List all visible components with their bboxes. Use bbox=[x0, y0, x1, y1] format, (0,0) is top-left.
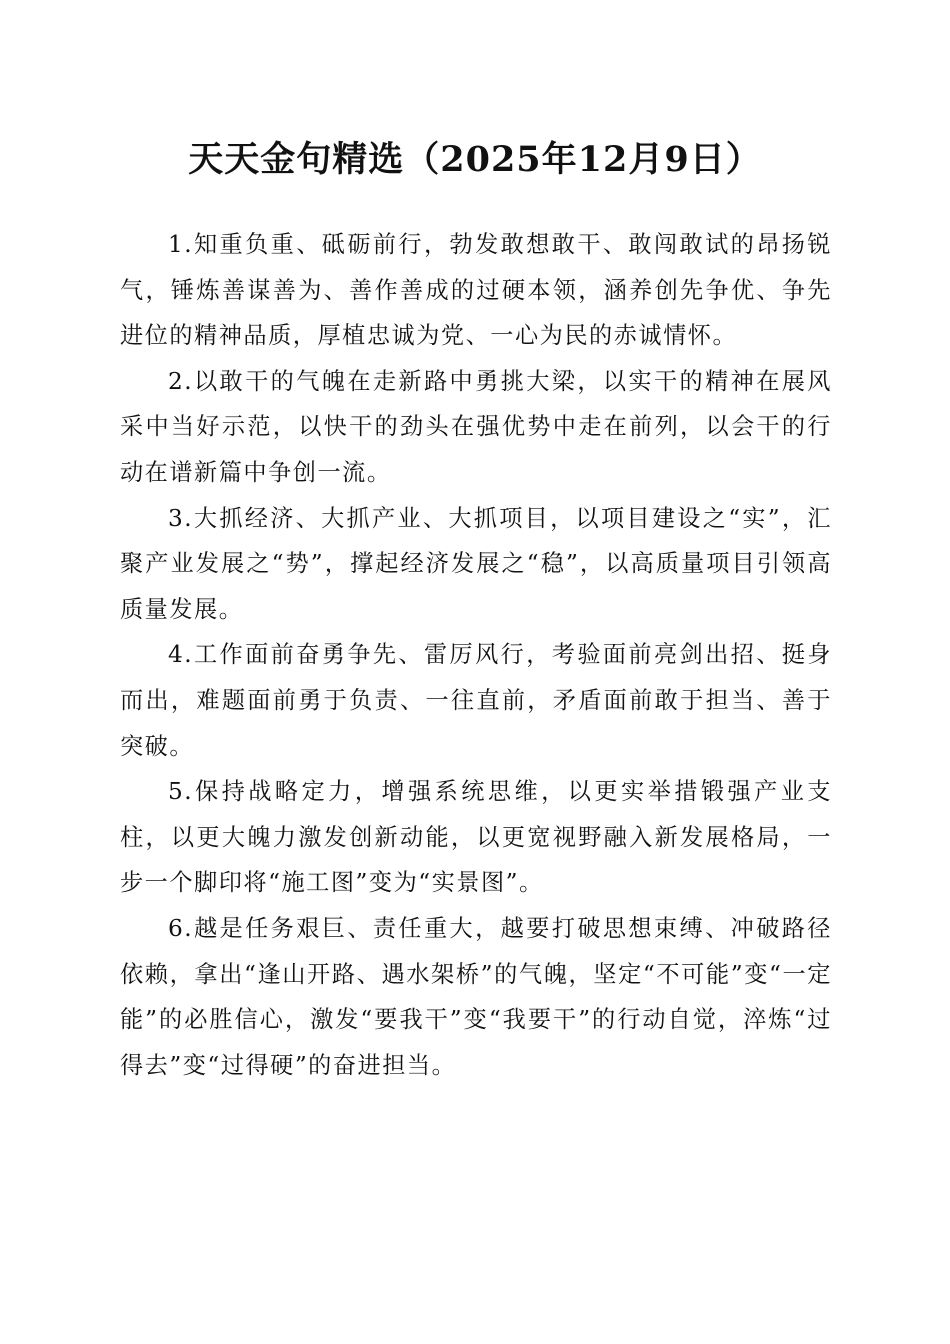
quote-item-2: 2.以敢干的气魄在走新路中勇挑大梁，以实干的精神在展风采中当好示范，以快干的劲头在强优势中走在前列，以会干的行动在谱新篇中争创一流。 bbox=[120, 367, 832, 486]
quote-item-4: 4.工作面前奋勇争先、雷厉风行，考验面前亮剑出招、挺身而出，难题面前勇于负责、一往直前，矛盾面前敢于担当、善于突破。 bbox=[120, 641, 832, 760]
quote-item-5: 5.保持战略定力，增强系统思维，以更实举措锻强产业支柱，以更大魄力激发创新动能，以更宽视野融入新发展格局，一步一个脚印将“施工图”变为“实景图”。 bbox=[120, 778, 832, 897]
quote-list bbox=[120, 222, 832, 1088]
page-title: 天天金句精选（2025年12月9日） bbox=[188, 139, 762, 180]
quote-item-6: 6.越是任务艰巨、责任重大，越要打破思想束缚、冲破路径依赖，拿出“逢山开路、遇水架桥”的气魄，坚定“不可能”变“一定能”的必胜信心，激发“要我干”变“我要干”的行动自觉，淬炼“过得去”变“过得硬”的奋进担当。 bbox=[120, 914, 832, 1079]
quote-item-3: 3.大抓经济、大抓产业、大抓项目，以项目建设之“实”，汇聚产业发展之“势”，撑起经济发展之“稳”，以高质量项目引领高质量发展。 bbox=[120, 504, 832, 623]
quote-item-1: 1.知重负重、砥砺前行，勃发敢想敢干、敢闯敢试的昂扬锐气，锤炼善谋善为、善作善成的过硬本领，涵养创先争优、争先进位的精神品质，厚植忠诚为党、一心为民的赤诚情怀。 bbox=[120, 231, 832, 350]
